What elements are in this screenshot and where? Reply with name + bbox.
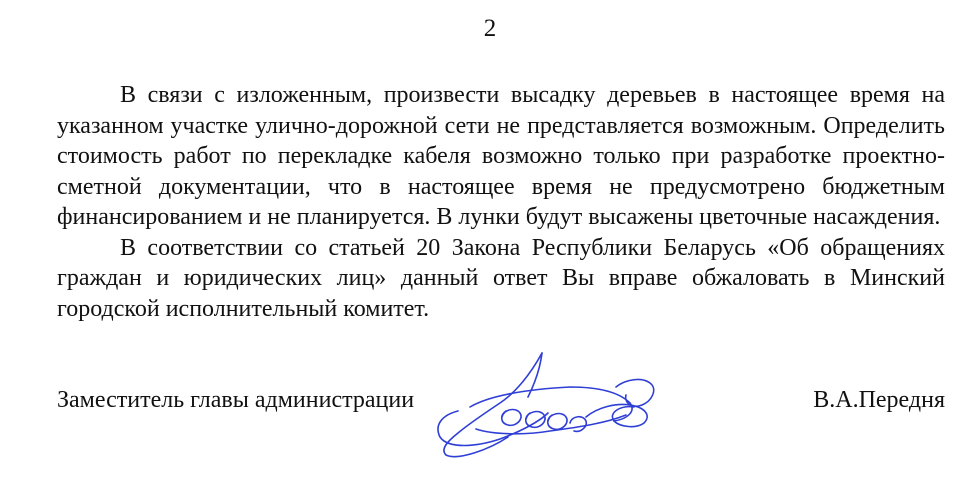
handwritten-signature [430,345,675,460]
page-number: 2 [483,15,497,42]
signatory-name: В.А.Передня [813,387,945,413]
signatory-title: Заместитель главы администрации [57,387,415,413]
paragraph-2: В соответствии со статьей 20 Закона Республики Беларусь «Об обращениях граждан и юридических лиц» данный ответ Вы вправе обжаловать в Минский городской исполнительный комитет. [57,234,945,322]
letter-body [57,80,945,324]
paragraph-1: В связи с изложенным, произвести высадку деревьев в настоящее время на указанном участке улично-дорожной сети не представляется возможным. Определить стоимость работ по перекладке кабеля возможно только при разработке проектно-сметной документации, что в настоящее время не предусмотрено бюджетным финансированием и не планируется. В лунки будут высажены цветочные насаждения. [57,82,945,230]
